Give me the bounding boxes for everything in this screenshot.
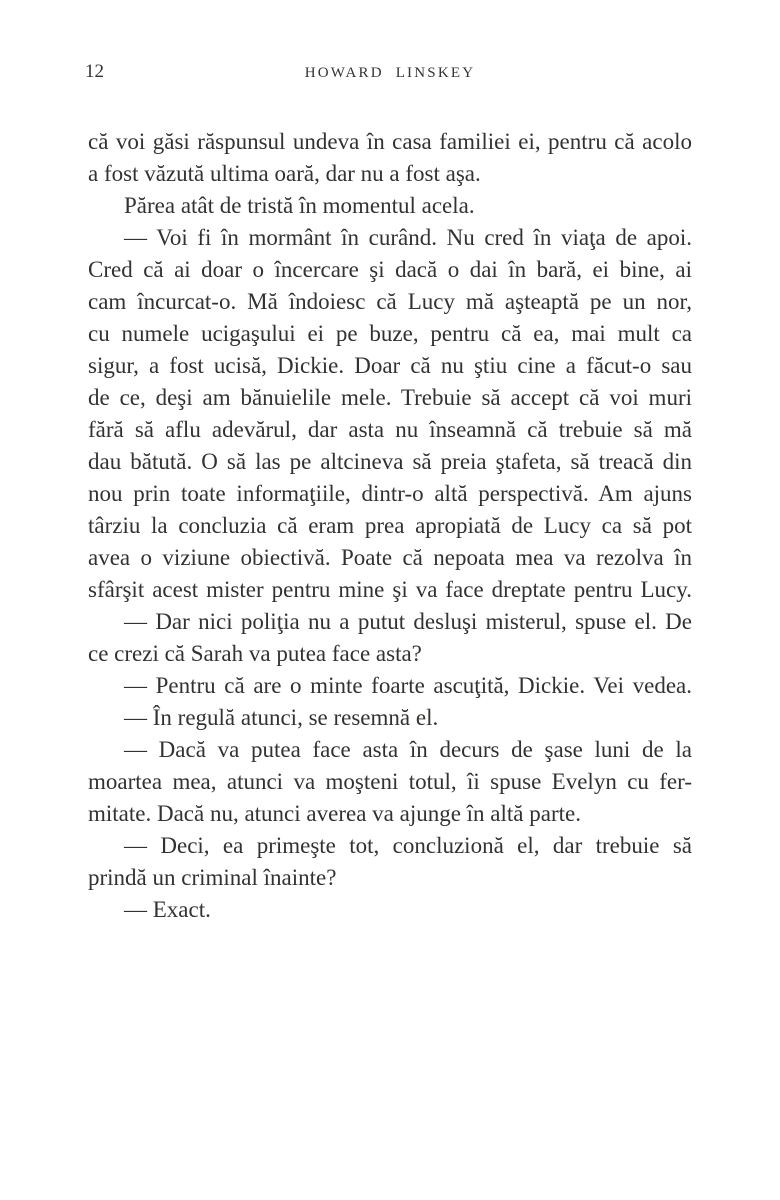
text-line: târziu la concluzia că eram prea apropiată de Lucy ca să pot xyxy=(88,513,692,538)
text-line: ce crezi că Sarah va putea face asta? xyxy=(88,641,422,666)
text-line: cu numele ucigaşului ei pe buze, pentru că ea, mai mult ca xyxy=(88,321,692,346)
text-line: fără să aflu adevărul, dar asta nu înseamnă că trebuie să mă xyxy=(88,417,692,442)
text-line: avea o viziune obiectivă. Poate că nepoata mea va rezolva în xyxy=(88,545,692,570)
text-line: — Exact. xyxy=(124,897,211,922)
text-line: — Dar nici poliţia nu a putut desluşi misterul, spuse el. De xyxy=(124,609,692,634)
text-line: Cred că ai doar o încercare şi dacă o dai în bară, ei bine, ai xyxy=(88,257,692,282)
text-line: sfârşit acest mister pentru mine şi va face dreptate pentru Lucy. xyxy=(88,577,692,602)
text-line: mitate. Dacă nu, atunci averea va ajunge în altă parte. xyxy=(88,801,581,826)
text-line: a fost văzută ultima oară, dar nu a fost aşa. xyxy=(88,161,481,186)
text-line: Părea atât de tristă în momentul acela. xyxy=(124,193,475,218)
text-line: de ce, deşi am bănuielile mele. Trebuie să accept că voi muri xyxy=(88,385,692,410)
text-line: moartea mea, atunci va moşteni totul, îi spuse Evelyn cu fer- xyxy=(88,769,692,794)
text-line: sigur, a fost ucisă, Dickie. Doar că nu ştiu cine a făcut-o sau xyxy=(88,353,692,378)
text-line: — În regulă atunci, se resemnă el. xyxy=(124,705,439,730)
text-line: — Deci, ea primeşte tot, concluzionă el, dar trebuie să xyxy=(124,833,692,858)
text-line: — Pentru că are o minte foarte ascuţită, Dickie. Vei vedea. xyxy=(124,673,692,698)
page-number: 12 xyxy=(85,61,104,82)
text-line: nou prin toate informaţiile, dintr-o altă perspectivă. Am ajuns xyxy=(88,481,692,506)
text-line: — Voi fi în mormânt în curând. Nu cred în viaţa de apoi. xyxy=(124,225,692,250)
text-line: cam încurcat-o. Mă îndoiesc că Lucy mă aşteaptă pe un nor, xyxy=(88,289,692,314)
text-line: că voi găsi răspunsul undeva în casa familiei ei, pentru că acolo xyxy=(88,129,692,154)
text-block xyxy=(88,126,692,926)
text-line: prindă un criminal înainte? xyxy=(88,865,337,890)
text-line: — Dacă va putea face asta în decurs de şase luni de la xyxy=(124,737,692,762)
text-line: dau bătută. O să las pe altcineva să preia ştafeta, să treacă din xyxy=(88,449,692,474)
running-header: HOWARD LINSKEY xyxy=(304,65,476,81)
